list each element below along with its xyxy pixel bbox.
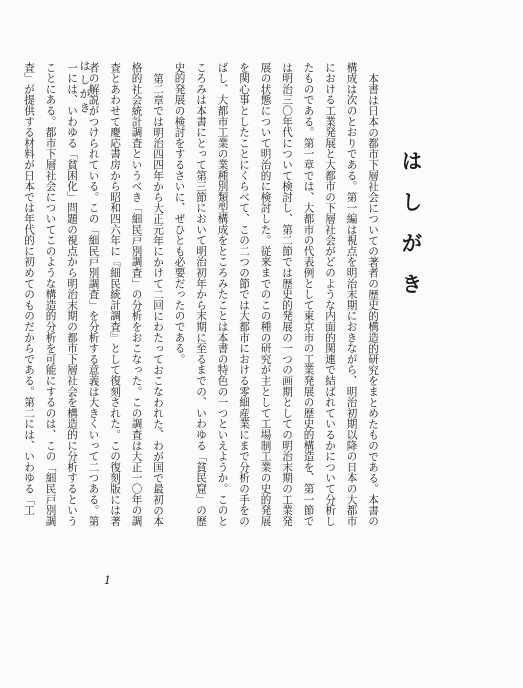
paragraph: 第二章では明治四四年から大正元年にかけて二回にわたっておこなわれた、わが国で最初の本格的社会統計調査というべき「細民戸別調査」の分析をおこなった。この調査は大正一〇年の調査とあわせて慶応書房から昭和四六年に『細民統計調査』として復刻された。この復刻版には著者の解説がつけられている。この「細民戸別調査」を分析する意義は大きくいって二つある。第一には、いわゆる「貧困化」問題の視点から明治末期の都市下層社会を構造的に分析するということにある。都市下層社会についてこのような構造的分析を可能にするのは、この「細民戸別調査」が提供する材料が日本では年代的に初めてのものだからである。第二には、いわゆる「工 — [23, 62, 164, 527]
running-head: はしがき — [78, 60, 91, 116]
page-number: 1 — [104, 574, 111, 587]
paragraph: 本書は日本の都市下層社会についての著者の歴史的構造的研究をまとめたものである。本書の構成は次のとおりである。第一編は視点を明治末期におきながら、明治初期以降の日本の大都市における工業発展と大都市の下層社会がどのような内面的関連で結ばれているかについて分析したものである。第一章では、大都市の代表例として東京市の工業発展の歴史的構造を、第一節では明治三〇年代について検討し、第二節では歴史的発展の一つの画期としての明治末期の工業発展の状態について明治的に検討した。従来までのこの種の研究が主として工場制工業の史的発展を関心事としたことにくらべて、この二つの節では大都市における零細産業にまで分析の手をのばし、大都市工業の業種別類型構成をところみたことは本書の特色の一つといえようか。このところみは本書にとって第三節において明治初年から末期に至るまでの、いわゆる「貧民窟」の歴史的発展の検討をするさいに、ぜひとも必要だったのである。 — [173, 62, 379, 527]
chapter-title: はしがき — [399, 150, 423, 314]
